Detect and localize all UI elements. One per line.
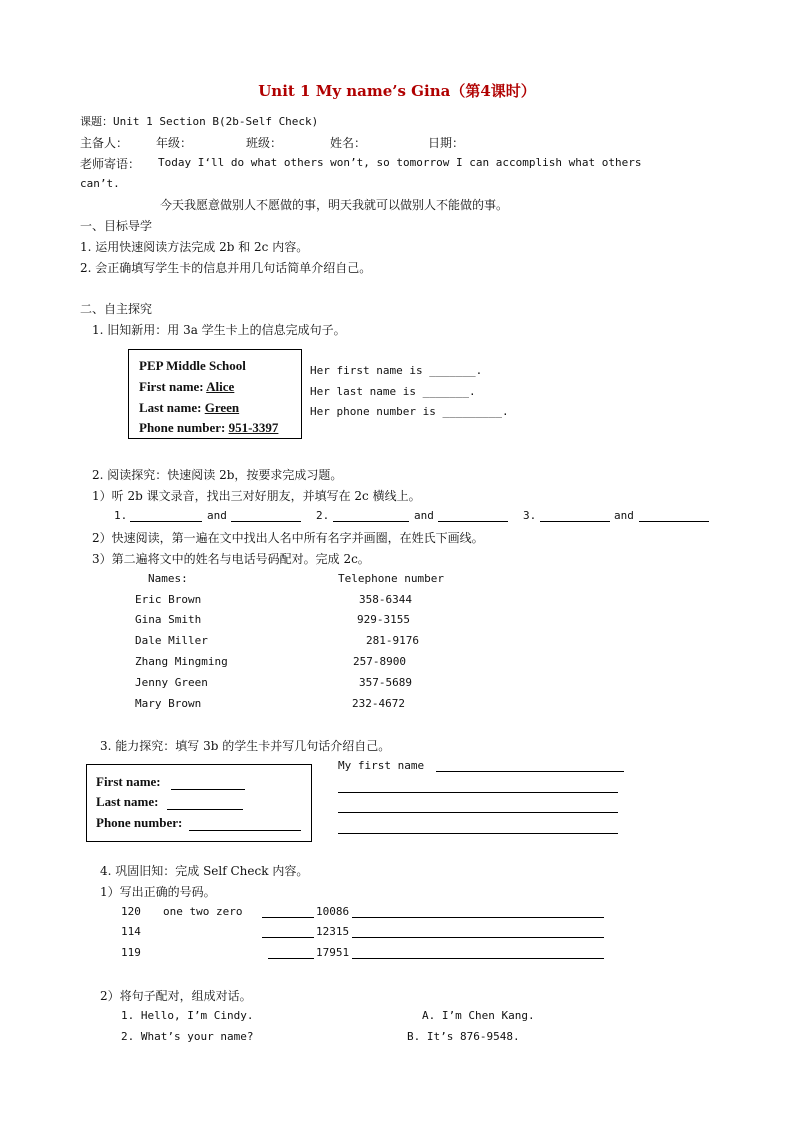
class-label: 班级：	[246, 136, 283, 150]
intro-line-2-input[interactable]	[338, 792, 618, 793]
section-2-title: 二、自主探究	[80, 302, 153, 316]
section-1-title: 一、目标导学	[80, 219, 153, 233]
table-phone: 357-5689	[359, 676, 412, 689]
table-name: Gina Smith	[135, 613, 202, 626]
goal-item-1: 1. 运用快速阅读方法完成 2b 和 2c 内容。	[80, 240, 309, 254]
question-2-part-3: 3）第二遍将文中的姓名与电话号码配对。完成 2c。	[92, 552, 370, 566]
card-last-value: Green	[204, 400, 240, 415]
number-code-input[interactable]	[352, 917, 604, 918]
number-code-input[interactable]	[352, 958, 604, 959]
teacher-message-en-line2: can’t.	[80, 177, 120, 190]
pair-2-blank-a[interactable]	[333, 521, 409, 522]
preparer-label: 主备人：	[80, 136, 129, 150]
table-name: Mary Brown	[135, 697, 202, 710]
number-code-input[interactable]	[352, 937, 604, 938]
blank-card-first-label: First name:	[96, 774, 161, 789]
card-phone-label: Phone number:	[139, 420, 226, 435]
number-code: 17951	[316, 946, 350, 959]
teacher-message-cn: 今天我愿意做别人不愿做的事，明天我就可以做别人不能做的事。	[160, 198, 509, 212]
intro-line-4-input[interactable]	[338, 833, 618, 834]
student-card-blank	[86, 764, 312, 842]
table-header-names: Names:	[148, 572, 188, 585]
card-phone-value: 951-3397	[228, 420, 279, 435]
question-3: 3. 能力探究：填写 3b 的学生卡并写几句话介绍自己。	[100, 739, 391, 753]
pair-2-blank-b[interactable]	[438, 521, 508, 522]
my-first-name-prompt: My first name	[338, 759, 425, 772]
card-first-name	[139, 379, 234, 395]
sentence-last-name: Her last name is _______.	[310, 385, 476, 398]
match-right-b: B. It’s 876-9548.	[407, 1030, 520, 1043]
number-word-input[interactable]	[262, 917, 314, 918]
card-first-value: Alice	[206, 379, 235, 394]
blank-card-phone-input[interactable]	[189, 830, 301, 831]
number-item: 114	[121, 925, 141, 938]
table-name: Zhang Mingming	[135, 655, 228, 668]
card-last-label: Last name:	[139, 400, 202, 415]
match-left-1: 1. Hello, I’m Cindy.	[121, 1009, 254, 1022]
pair-1-blank-a[interactable]	[130, 521, 202, 522]
match-right-a: A. I’m Chen Kang.	[422, 1009, 535, 1022]
number-item: 120	[121, 905, 141, 918]
table-phone: 257-8900	[353, 655, 406, 668]
teacher-message-label: 老师寄语：	[80, 157, 141, 171]
goal-item-2: 2. 会正确填写学生卡的信息并用几句话简单介绍自己。	[80, 261, 372, 275]
pair-3-number: 3.	[523, 509, 537, 522]
intro-line-1-input[interactable]	[436, 771, 624, 772]
card-phone	[139, 420, 278, 436]
teacher-message-en-line1: Today I‘ll do what others won’t, so tomorrow I can accomplish what others	[158, 156, 642, 169]
number-code: 10086	[316, 905, 350, 918]
table-phone: 358-6344	[359, 593, 412, 606]
question-4-part-1: 1）写出正确的号码。	[100, 885, 216, 899]
match-left-2: 2. What’s your name?	[121, 1030, 254, 1043]
table-phone: 929-3155	[357, 613, 410, 626]
card-first-label: First name:	[139, 379, 204, 394]
intro-line-3-input[interactable]	[338, 812, 618, 813]
pair-2-number: 2.	[316, 509, 330, 522]
question-1: 1. 旧知新用：用 3a 学生卡上的信息完成句子。	[92, 323, 346, 337]
pair-2-and: and	[414, 509, 434, 522]
student-card-alice	[128, 349, 302, 439]
lesson-topic: 课题：Unit 1 Section B(2b-Self Check)	[80, 115, 319, 128]
pair-3-blank-b[interactable]	[639, 521, 709, 522]
pair-1-blank-b[interactable]	[231, 521, 301, 522]
table-name: Dale Miller	[135, 634, 208, 647]
number-words: one two zero	[163, 905, 243, 918]
question-2-part-2: 2）快速阅读，第一遍在文中找出人名中所有名字并画圈，在姓氏下画线。	[92, 531, 484, 545]
card-school: PEP Middle School	[139, 358, 246, 373]
name-label: 姓名：	[330, 136, 367, 150]
table-phone: 281-9176	[366, 634, 419, 647]
table-name: Jenny Green	[135, 676, 208, 689]
question-4-part-2: 2）将句子配对，组成对话。	[100, 989, 252, 1003]
table-header-phone: Telephone number	[338, 572, 444, 585]
number-item: 119	[121, 946, 141, 959]
number-word-input[interactable]	[262, 937, 314, 938]
pair-1-and: and	[207, 509, 227, 522]
blank-card-last-label: Last name:	[96, 794, 159, 809]
table-name: Eric Brown	[135, 593, 202, 606]
sentence-phone: Her phone number is _________.	[310, 405, 509, 418]
blank-card-first-input[interactable]	[171, 789, 245, 790]
question-2-part-1: 1）听 2b 课文录音，找出三对好朋友，并填写在 2c 横线上。	[92, 489, 421, 503]
blank-card-last-input[interactable]	[167, 809, 243, 810]
number-word-input[interactable]	[268, 958, 314, 959]
page-title: Unit 1 My name’s Gina（第4课时）	[258, 82, 536, 100]
pair-3-blank-a[interactable]	[540, 521, 610, 522]
date-label: 日期：	[428, 136, 465, 150]
pair-3-and: and	[614, 509, 634, 522]
question-4: 4. 巩固旧知：完成 Self Check 内容。	[100, 864, 309, 878]
grade-label: 年级：	[156, 136, 193, 150]
pair-1-number: 1.	[114, 509, 128, 522]
question-2: 2. 阅读探究：快速阅读 2b，按要求完成习题。	[92, 468, 343, 482]
sentence-first-name: Her first name is _______.	[310, 364, 483, 377]
blank-card-phone-label: Phone number:	[96, 815, 183, 830]
number-code: 12315	[316, 925, 350, 938]
card-last-name	[139, 400, 239, 416]
table-phone: 232-4672	[352, 697, 405, 710]
